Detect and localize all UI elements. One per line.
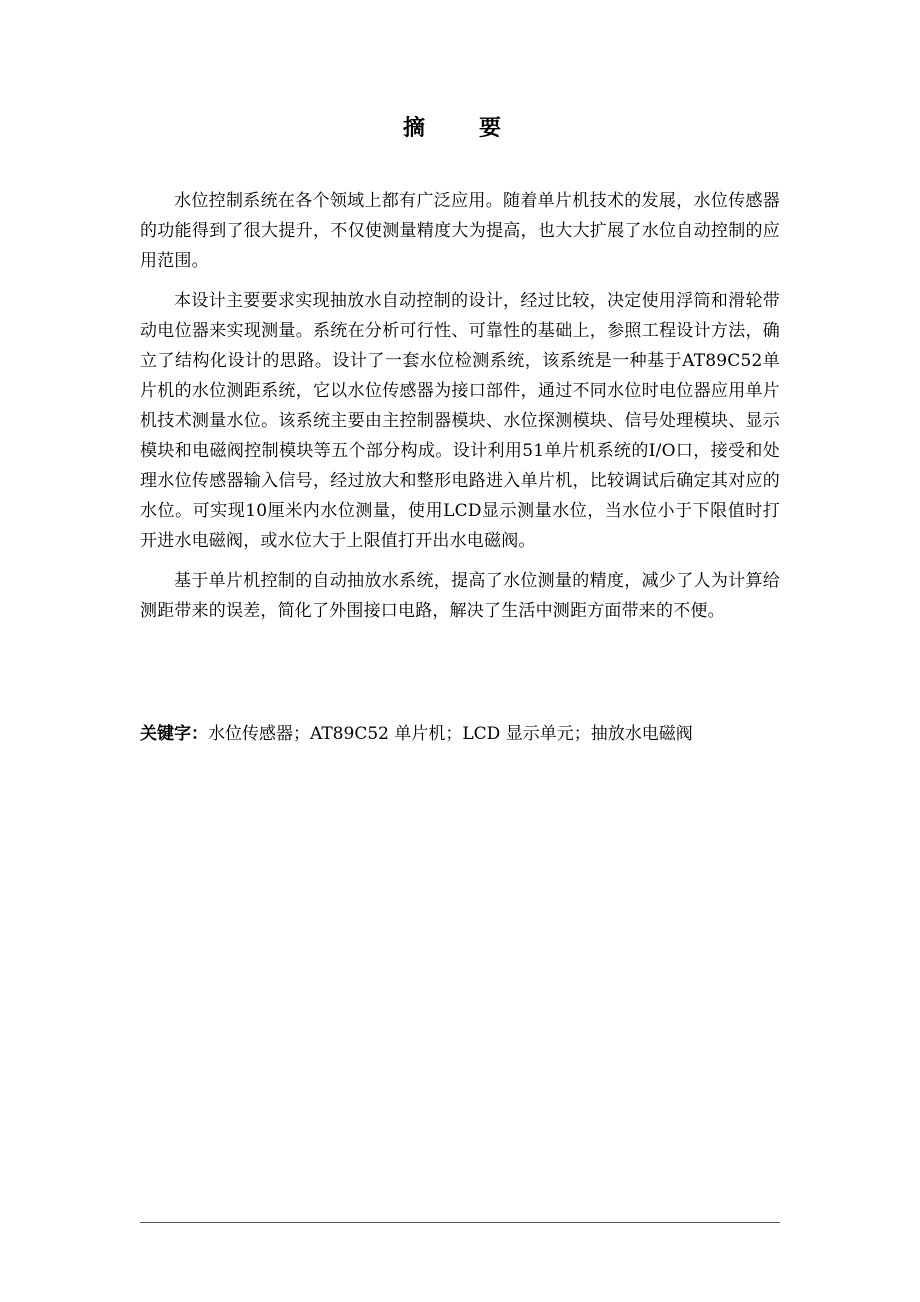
keywords-line — [140, 719, 780, 749]
abstract-paragraph-1: 水位控制系统在各个领域上都有广泛应用。随着单片机技术的发展，水位传感器的功能得到了很大提升，不仅使测量精度大为提高，也大大扩展了水位自动控制的应用范围。 — [140, 191, 780, 271]
abstract-title: 摘 要 — [402, 115, 517, 141]
abstract-body — [140, 186, 780, 636]
keywords-label: 关键字： — [140, 724, 208, 744]
abstract-paragraph-3: 基于单片机控制的自动抽放水系统，提高了水位测量的精度，减少了人为计算给测距带来的误差，简化了外围接口电路，解决了生活中测距方面带来的不便。 — [140, 571, 780, 621]
abstract-paragraph-2: 本设计主要要求实现抽放水自动控制的设计，经过比较，决定使用浮筒和滑轮带动电位器来实现测量。系统在分析可行性、可靠性的基础上，参照工程设计方法，确立了结构化设计的思路。设计了一套水位检测系统，该系统是一种基于AT89C52单片机的水位测距系统，它以水位传感器为接口部件，通过不同水位时电位器应用单片机技术测量水位。该系统主要由主控制器模块、水位探测模块、信号处理模块、显示模块和电磁阀控制模块等五个部分构成。设计利用51单片机系统的I/O口，接受和处理水位传感器输入信号，经过放大和整形电路进入单片机，比较调试后确定其对应的水位。可实现10厘米内水位测量，使用LCD显示测量水位，当水位小于下限值时打开进水电磁阀，或水位大于上限值打开出水电磁阀。 — [140, 291, 780, 551]
keywords-text: 水位传感器；AT89C52 单片机；LCD 显示单元；抽放水电磁阀 — [208, 724, 693, 744]
footer-divider — [140, 1222, 780, 1223]
